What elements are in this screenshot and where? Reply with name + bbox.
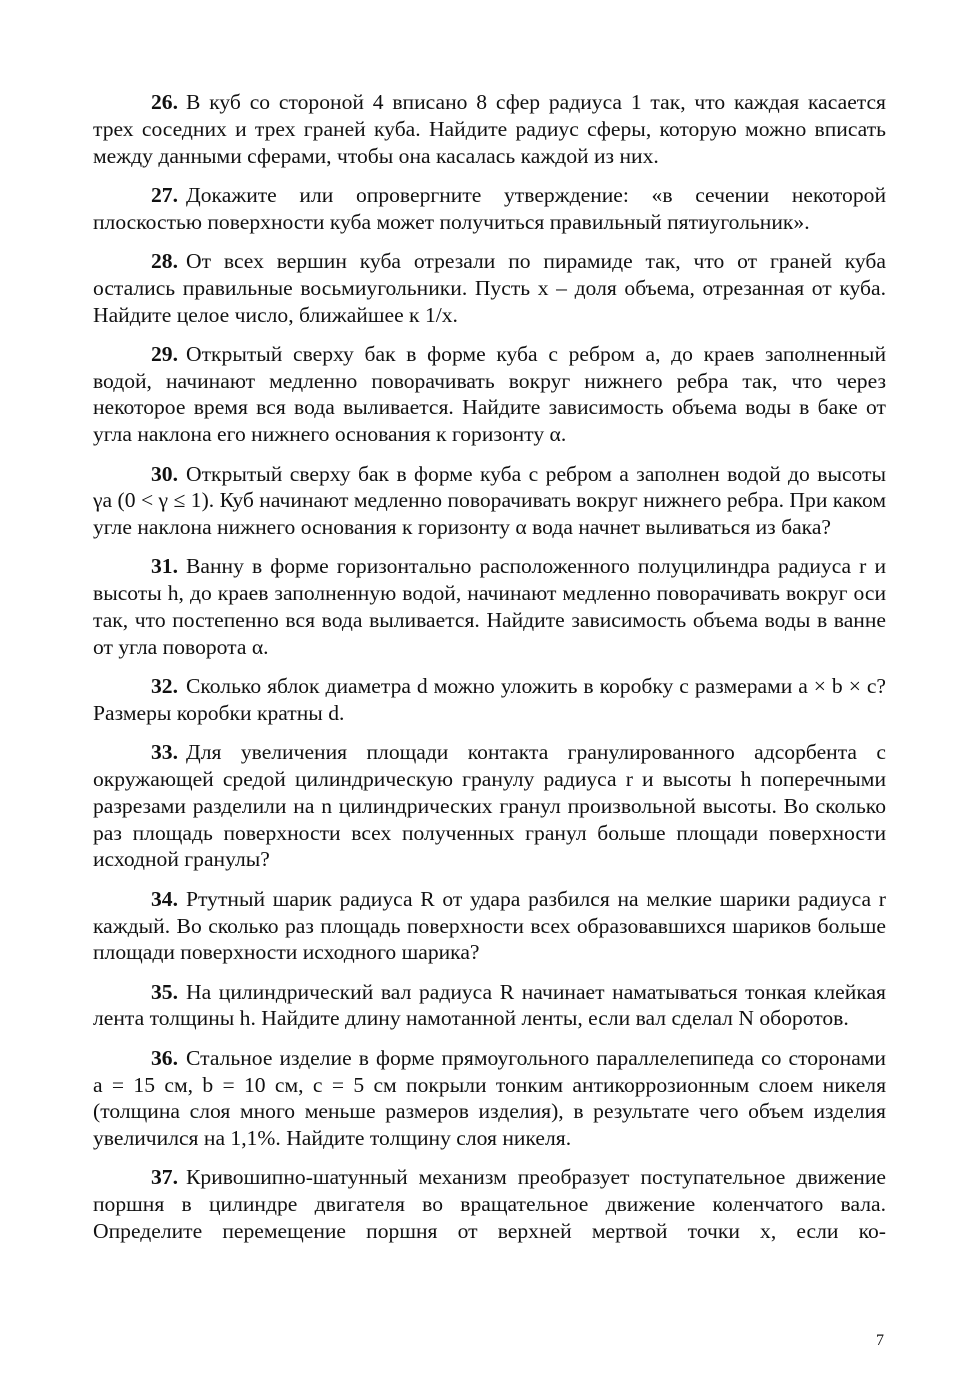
problem-number: 35. [151,979,178,1004]
problem-text: В куб со стороной 4 вписано 8 сфер радиуса 1 так, что каждая касается трех соседних и трех граней куба. Найдите радиус сферы, которую можно вписать между данными сферами, чтобы она касалась каждой из них. [93,90,886,168]
problem-number: 30. [151,461,178,486]
problem-29 [93,341,886,448]
problem-number: 26. [151,90,178,114]
problem-number: 37. [151,1165,178,1190]
problem-33 [93,739,886,873]
problem-27 [93,182,886,236]
problem-number: 33. [151,740,178,765]
problem-36 [93,1045,886,1152]
problem-26 [93,89,886,169]
problem-text: Кривошипно-шатунный механизм преобразует поступательное движение поршня в цилиндре двигателя во вращательное движение коленчатого вала. Определите перемещение поршня от верхней мертвой точки x, если ко- [93,1165,886,1243]
document-page [93,89,886,1257]
problem-number: 34. [151,886,178,911]
page-number: 7 [876,1332,884,1349]
problem-number: 27. [151,182,178,207]
problem-text: Стальное изделие в форме прямоугольного параллелепипеда со сторонами a = 15 см, b = 10 см, c = 5 см покрыли тонким антикоррозионным слоем никеля (толщина слоя много меньше размеров изделия), в результате чего объем изделия увеличился на 1,1%. Найдите толщину слоя никеля. [93,1045,886,1151]
problem-30 [93,461,886,541]
problem-number: 36. [151,1045,178,1070]
problem-31 [93,553,886,660]
problem-text: Для увеличения площади контакта гранулированного адсорбента с окружающей средой цилиндрическую гранулу радиуса r и высоты h поперечными разрезами разделили на n цилиндрических гранул произвольной высоты. Во сколько раз площадь поверхности всех полученных гранул больше площади поверхности исходной гранулы? [93,740,886,872]
problem-34 [93,886,886,966]
problem-text: Ртутный шарик радиуса R от удара разбился на мелкие шарики радиуса r каждый. Во сколько раз площадь поверхности всех образовавшихся шариков больше площади поверхности исходного шарика? [93,886,886,965]
problem-text: На цилиндрический вал радиуса R начинает наматываться тонкая клейкая лента толщины h. Найдите длину намотанной ленты, если вал сделал N оборотов. [93,979,886,1031]
problem-37 [93,1164,886,1244]
problem-number: 32. [151,674,178,699]
problem-number: 28. [151,248,178,273]
problem-number: 31. [151,554,178,579]
problem-number: 29. [151,341,178,366]
problem-28 [93,248,886,328]
problem-text: Ванну в форме горизонтально расположенного полуцилиндра радиуса r и высоты h, до краев заполненную водой, начинают медленно поворачивать вокруг оси так, что постепенно вся вода выливается. Найдите зависимость объема воды в ванне от угла поворота α. [93,554,886,659]
problem-35 [93,979,886,1033]
problem-32 [93,673,886,727]
problem-text: Докажите или опровергните утверждение: «в сечении некоторой плоскостью поверхности куба может получиться правильный пятиугольник». [93,182,886,234]
problem-text: От всех вершин куба отрезали по пирамиде так, что от граней куба остались правильные восьмиугольники. Пусть x – доля объема, отрезанная от куба. Найдите целое число, ближайшее к 1/x. [93,248,886,327]
problem-text: Сколько яблок диаметра d можно уложить в коробку с размерами a × b × c? Размеры коробки кратны d. [93,674,886,725]
problem-text: Открытый сверху бак в форме куба с ребром a заполнен водой до высоты γa (0 < γ ≤ 1). Куб начинают медленно поворачивать вокруг нижнего ребра. При каком угле наклона нижнего основания к горизонту α вода начнет выливаться из бака? [93,461,886,540]
problem-text: Открытый сверху бак в форме куба с ребром a, до краев заполненный водой, начинают медленно поворачивать вокруг нижнего ребра так, что через некоторое время вся вода выливается. Найдите зависимость объема воды в баке от угла наклона его нижнего основания к горизонту α. [93,341,886,447]
